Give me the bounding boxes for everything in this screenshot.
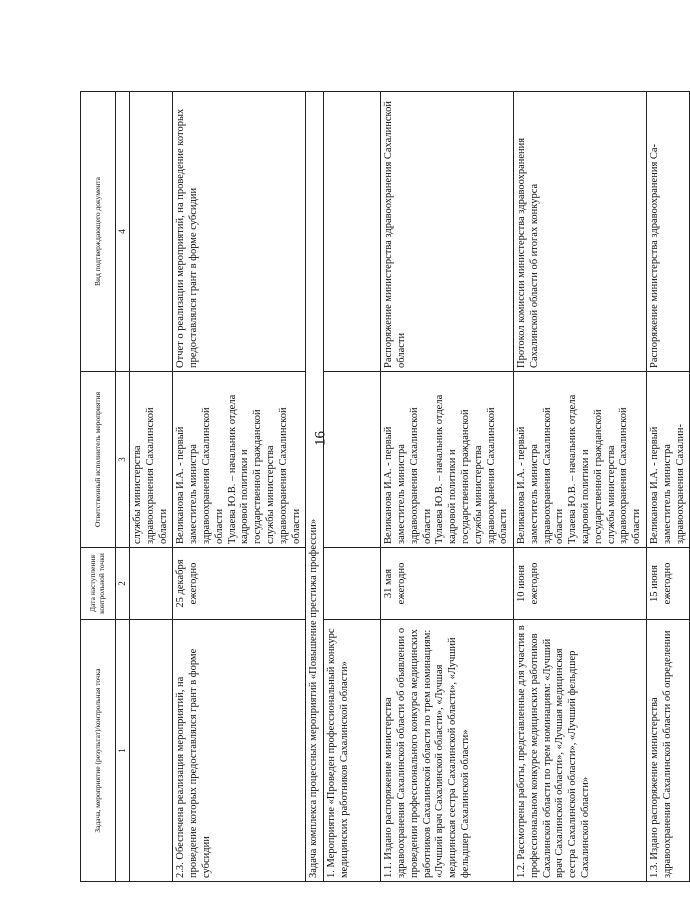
cell-date: 25 декабря ежегодно	[173, 548, 306, 620]
table-row	[514, 92, 647, 882]
responsible-person: Тулаева Ю.В. – начальник отдела кадровой политики и государственной гражданской службы министерства здравоохранения Сахалинской области	[226, 394, 302, 544]
cell-date: 10 июня ежегодно	[514, 548, 647, 620]
cell-document: Протокол комиссии министерства здравоохранения Сахалинской области об итогах конкурса	[514, 92, 647, 372]
cell-document: Отчет о реализации мероприятий, на проведение которых предоставлялся грант в форме субсидии	[173, 92, 306, 372]
cell-date: 15 июня ежегодно	[647, 548, 690, 620]
responsible-person: Великанова И.А. - первый заместитель министра здравоохранения Сахалинской области	[383, 407, 433, 544]
responsible-person: Тулаева Ю.В. – начальник отдела кадровой политики и государственной гражданской службы министерства здравоохранения Сахалинской области	[567, 394, 643, 544]
table-header-row	[81, 92, 116, 882]
column-number: 4	[116, 92, 130, 372]
cell-document: Распоряжение министерства здравоохранения Са-	[647, 92, 690, 372]
cell-task: 1.1. Издано распоряжение министерства здравоохранения Сахалинской области об объявлении о проведении профессионального конкурса медицинских работников Сахалинской области по трем номинациям: «Лучший врач Сахалинской области», «Лучшая медицинская сестра Сахалинской области», «Лучший фельдшер Сахалинской области»	[381, 620, 514, 882]
header-document: Вид подтверждающего документа	[81, 92, 116, 372]
cell-task: 1.3. Издано распоряжение министерства здравоохранения Сахалинской области об определении	[647, 620, 690, 882]
cell-document	[324, 92, 381, 372]
responsible-person: Великанова И.А. - первый заместитель министра здравоохранения Сахалинской области	[175, 407, 225, 544]
column-number: 2	[116, 548, 130, 620]
section-title: Задача комплекса процессных мероприятий «Повышение престижа профессии»	[306, 92, 324, 882]
table-row	[324, 92, 381, 882]
rotated-page-content	[80, 92, 686, 882]
header-date: Дата наступления контрольной точки	[81, 548, 116, 620]
table-row	[173, 92, 306, 882]
cell-task: 1. Мероприятие «Проведен профессиональный конкурс медицинских работников Сахалинской области»	[324, 620, 381, 882]
header-task: Задача, мероприятие (результат)/контрольная точка	[81, 620, 116, 882]
cell-date: 31 мая ежегодно	[381, 548, 514, 620]
table-row	[129, 92, 172, 882]
cell-date	[129, 548, 172, 620]
cell-responsible: службы министерства здравоохранения Сахалинской области	[129, 372, 172, 548]
cell-task	[129, 620, 172, 882]
column-numbers-row	[116, 92, 130, 882]
cell-date	[324, 548, 381, 620]
cell-responsible	[173, 372, 306, 548]
cell-responsible	[324, 372, 381, 548]
section-row	[306, 92, 324, 882]
cell-document: Распоряжение министерства здравоохранения Сахалинской области	[381, 92, 514, 372]
cell-responsible: Великанова И.А. - первый заместитель министра здравоохранения Сахалин-	[647, 372, 690, 548]
cell-responsible	[381, 372, 514, 548]
responsible-person: Тулаева Ю.В. – начальник отдела кадровой политики и государственной гражданской службы министерства здравоохранения Сахалинской области	[434, 394, 510, 544]
cell-document	[129, 92, 172, 372]
cell-task: 1.2. Рассмотрены работы, представленные для участия в профессиональном конкурсе медицинских работников Сахалинской области по трем номинациям: «Лучший врач Сахалинской области», «Лучшая медицинская сестра Сахалинской области», «Лучший фельдшер Сахалинской области»	[514, 620, 647, 882]
table-row	[381, 92, 514, 882]
page-number: 16	[312, 431, 329, 446]
control-points-table	[80, 91, 690, 882]
table-row	[647, 92, 690, 882]
cell-responsible	[514, 372, 647, 548]
column-number: 3	[116, 372, 130, 548]
cell-task: 2.3. Обеспечена реализация мероприятий, на проведение которых предоставлялся грант в форме субсидии	[173, 620, 306, 882]
responsible-person: Великанова И.А. - первый заместитель министра здравоохранения Сахалинской области	[516, 407, 566, 544]
header-responsible: Ответственный исполнитель мероприятия	[81, 372, 116, 548]
column-number: 1	[116, 620, 130, 882]
